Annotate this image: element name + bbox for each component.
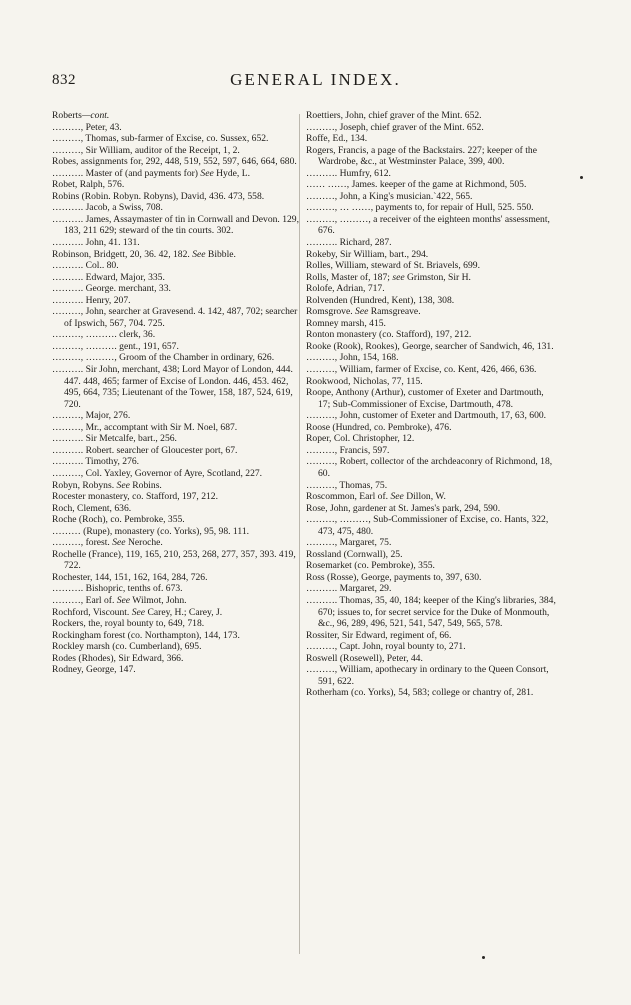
index-entry: Rodney, George, 147. — [52, 664, 136, 676]
index-entry: ………, Robert, collector of the archdeaconry of Richmond, 18, 60. — [306, 456, 553, 479]
index-entry: ………, ………. clerk, 36. — [52, 329, 156, 341]
index-entry: ………. Master of (and payments for) See Hyde, L. — [52, 167, 250, 179]
index-entry: Rockley marsh (co. Cumberland), 695. — [52, 641, 202, 653]
index-entry: Rockers, the, royal bounty to, 649, 718. — [52, 618, 205, 630]
index-entry: Rochester, 144, 151, 162, 164, 284, 726. — [52, 571, 208, 583]
page-number: 832 — [52, 72, 76, 88]
index-entry: ………, ………. gent., 191, 657. — [52, 340, 179, 352]
index-entry: Roswell (Rosewell), Peter, 44. — [306, 652, 423, 664]
index-entry: ………. John, 41. 131. — [52, 237, 140, 249]
index-entry: ………, ………, Groom of the Chamber in ordinary, 626. — [52, 352, 275, 364]
index-entry: …… ……, James. keeper of the game at Richmond, 505. — [306, 179, 527, 191]
index-entry: ………. Robert. searcher of Gloucester port, 67. — [52, 444, 238, 456]
index-entry: ………, Capt. John, royal bounty to, 271. — [306, 641, 466, 653]
index-entry: ………. Col.. 80. — [52, 260, 119, 272]
index-entry: Rolles, William, steward of St. Briavels, 699. — [306, 260, 480, 272]
index-entry: ………. Richard, 287. — [306, 237, 392, 249]
index-entry: ………, ………, a receiver of the eighteen months' assessment, 676. — [306, 213, 550, 237]
index-entry: Robes, assignments for, 292, 448, 519, 552, 597, 646, 664, 680. — [52, 156, 297, 168]
index-column-right — [306, 110, 557, 699]
index-entry: Rocester monastery, co. Stafford, 197, 212. — [52, 491, 218, 503]
column-divider — [299, 114, 300, 954]
index-entry: ………, John, a King's musician.`422, 565. — [306, 190, 473, 202]
index-entry: ………. Humfry, 612. — [306, 167, 391, 179]
index-entry: ………, John, customer of Exeter and Dartmouth, 17, 63, 600. — [306, 410, 547, 422]
index-entry: ………, William, apothecary in ordinary to the Queen Consort, 591, 622. — [306, 664, 549, 687]
ink-speck — [482, 956, 485, 959]
index-entry: Rodes (Rhodes), Sir Edward, 366. — [52, 652, 184, 664]
index-entry: ………. Timothy, 276. — [52, 456, 140, 468]
index-entry: ………, Joseph, chief graver of the Mint. 652. — [306, 121, 484, 133]
index-entry: Ross (Rosse), George, payments to, 397, 630. — [306, 571, 482, 583]
index-entry: ………. Jacob, a Swiss, 708. — [52, 202, 163, 214]
index-entry: Rogers, Francis, a page of the Backstairs. 227; keeper of the Wardrobe, &c., at Westminster Palace, 399, 400. — [306, 144, 537, 168]
index-entry: ………, Thomas, 75. — [306, 479, 388, 491]
index-entry: ………, ………, Sub-Commissioner of Excise, co. Hants, 322, 473, 475, 480. — [306, 514, 549, 537]
index-entry: ………, Margaret, 75. — [306, 537, 392, 549]
index-entry: Roope, Anthony (Arthur), customer of Exeter and Dartmouth, 17; Sub-Commissioner of Excise, Dartmouth, 478. — [306, 387, 544, 410]
index-entry: ………, Mr., accomptant with Sir M. Noel, 687. — [52, 421, 238, 433]
index-entry: Rooke (Rook), Rookes), George, searcher of Sandwich, 46, 131. — [306, 340, 554, 352]
index-entry: ………. Edward, Major, 335. — [52, 271, 165, 283]
index-entry: ………, Sir William, auditor of the Receipt, 1, 2. — [52, 144, 240, 156]
index-entry: Robinson, Bridgett, 20, 36. 42, 182. See Bibble. — [52, 248, 236, 260]
index-entry: Roose (Hundred, co. Pembroke), 476. — [306, 421, 452, 433]
index-entry: ………. Henry, 207. — [52, 294, 131, 306]
index-entry: ………. Sir John, merchant, 438; Lord Mayor of London, 444. 447. 448, 465; farmer of Excise of London. 446, 453. 462, 495, 664, 735; Lieutenant of the Tower, 158, 187, 524, 619, 720. — [52, 364, 293, 410]
index-entry: Rookwood, Nicholas, 77, 115. — [306, 375, 423, 387]
index-entry: Roper, Col. Christopher, 12. — [306, 433, 415, 445]
index-entry: Rosemarket (co. Pembroke), 355. — [306, 560, 435, 572]
index-entry: Roch, Clement, 636. — [52, 502, 132, 514]
index-entry: ………, William, farmer of Excise, co. Kent, 426, 466, 636. — [306, 364, 537, 376]
index-entry: ………, John, 154, 168. — [306, 352, 399, 364]
index-entry: Rolvenden (Hundred, Kent), 138, 308. — [306, 294, 455, 306]
index-entry: Rolofe, Adrian, 717. — [306, 283, 385, 295]
index-entry: ………, Major, 276. — [52, 410, 131, 422]
index-entry: ………, John, searcher at Gravesend. 4. 142, 487, 702; searcher of Ipswich, 567, 704. 725. — [52, 306, 298, 329]
index-entry: Romney marsh, 415. — [306, 317, 386, 329]
index-entry: ………, forest. See Neroche. — [52, 537, 163, 549]
index-entry: ………, Peter, 43. — [52, 121, 122, 133]
index-entry: Roffe, Ed., 134. — [306, 133, 368, 145]
index-entry: Romsgrove. See Ramsgreave. — [306, 306, 421, 318]
index-entry: ………, Earl of. See Wilmot, John. — [52, 594, 187, 606]
index-entry: Robet, Ralph, 576. — [52, 179, 125, 191]
index-entry: Rochelle (France), 119, 165, 210, 253, 268, 277, 357, 393. 419, 722. — [52, 548, 296, 572]
index-entry: ………, Francis, 597. — [306, 444, 390, 456]
index-entry: ………. Bishopric, tenths of. 673. — [52, 583, 183, 595]
index-entry: Rotherham (co. Yorks), 54, 583; college or chantry of, 281. — [306, 687, 534, 699]
index-entry: Roberts—cont. — [52, 110, 110, 121]
index-entry: ………, … ……, payments to, for repair of Hull, 525. 550. — [306, 202, 534, 214]
index-entry: Rossiter, Sir Edward, regiment of, 66. — [306, 629, 452, 641]
ink-speck — [580, 176, 583, 179]
index-entry: ………. Margaret, 29. — [306, 583, 392, 595]
index-entry: Robins (Robin. Robyn. Robyns), David, 436. 473, 558. — [52, 190, 265, 202]
index-entry: ……… (Rupe), monastery (co. Yorks), 95, 98. 111. — [52, 525, 250, 537]
index-entry: ………. George. merchant, 33. — [52, 283, 171, 295]
index-entry: Rockingham forest (co. Northampton), 144, 173. — [52, 629, 240, 641]
index-entry: ………. Sir Metcalfe, bart., 256. — [52, 433, 177, 445]
index-column-left — [52, 110, 300, 676]
running-head: GENERAL INDEX. — [230, 70, 401, 89]
index-entry: ………. Thomas, 35, 40, 184; keeper of the King's libraries, 384, 670; issues to, for secret service for the Duke of Monmouth, &c., 96, 289, 496, 521, 541, 547, 549, 565, 578. — [306, 594, 556, 630]
index-entry: Roettiers, John, chief graver of the Mint. 652. — [306, 110, 482, 121]
index-entry: ………, Thomas, sub-farmer of Excise, co. Sussex, 652. — [52, 133, 269, 145]
index-entry: ………. James, Assaymaster of tin in Cornwall and Devon. 129, 183, 211 629; steward of the tin courts. 302. — [52, 213, 300, 237]
index-entry: Rolls, Master of, 187; see Grimston, Sir H. — [306, 271, 471, 283]
index-entry: ………, Col. Yaxley, Governor of Ayre, Scotland, 227. — [52, 467, 263, 479]
index-entry: Roche (Roch), co. Pembroke, 355. — [52, 514, 185, 526]
index-entry: Rochford, Viscount. See Carey, H.; Carey, J. — [52, 606, 223, 618]
index-entry: Roscommon, Earl of. See Dillon, W. — [306, 491, 446, 503]
index-entry: Rokeby, Sir William, bart., 294. — [306, 248, 429, 260]
index-entry: Robyn, Robyns. See Robins. — [52, 479, 162, 491]
index-entry: Rose, John, gardener at St. James's park, 294, 590. — [306, 502, 501, 514]
index-entry: Rossland (Cornwall), 25. — [306, 548, 403, 560]
index-entry: Ronton monastery (co. Stafford), 197, 212. — [306, 329, 472, 341]
